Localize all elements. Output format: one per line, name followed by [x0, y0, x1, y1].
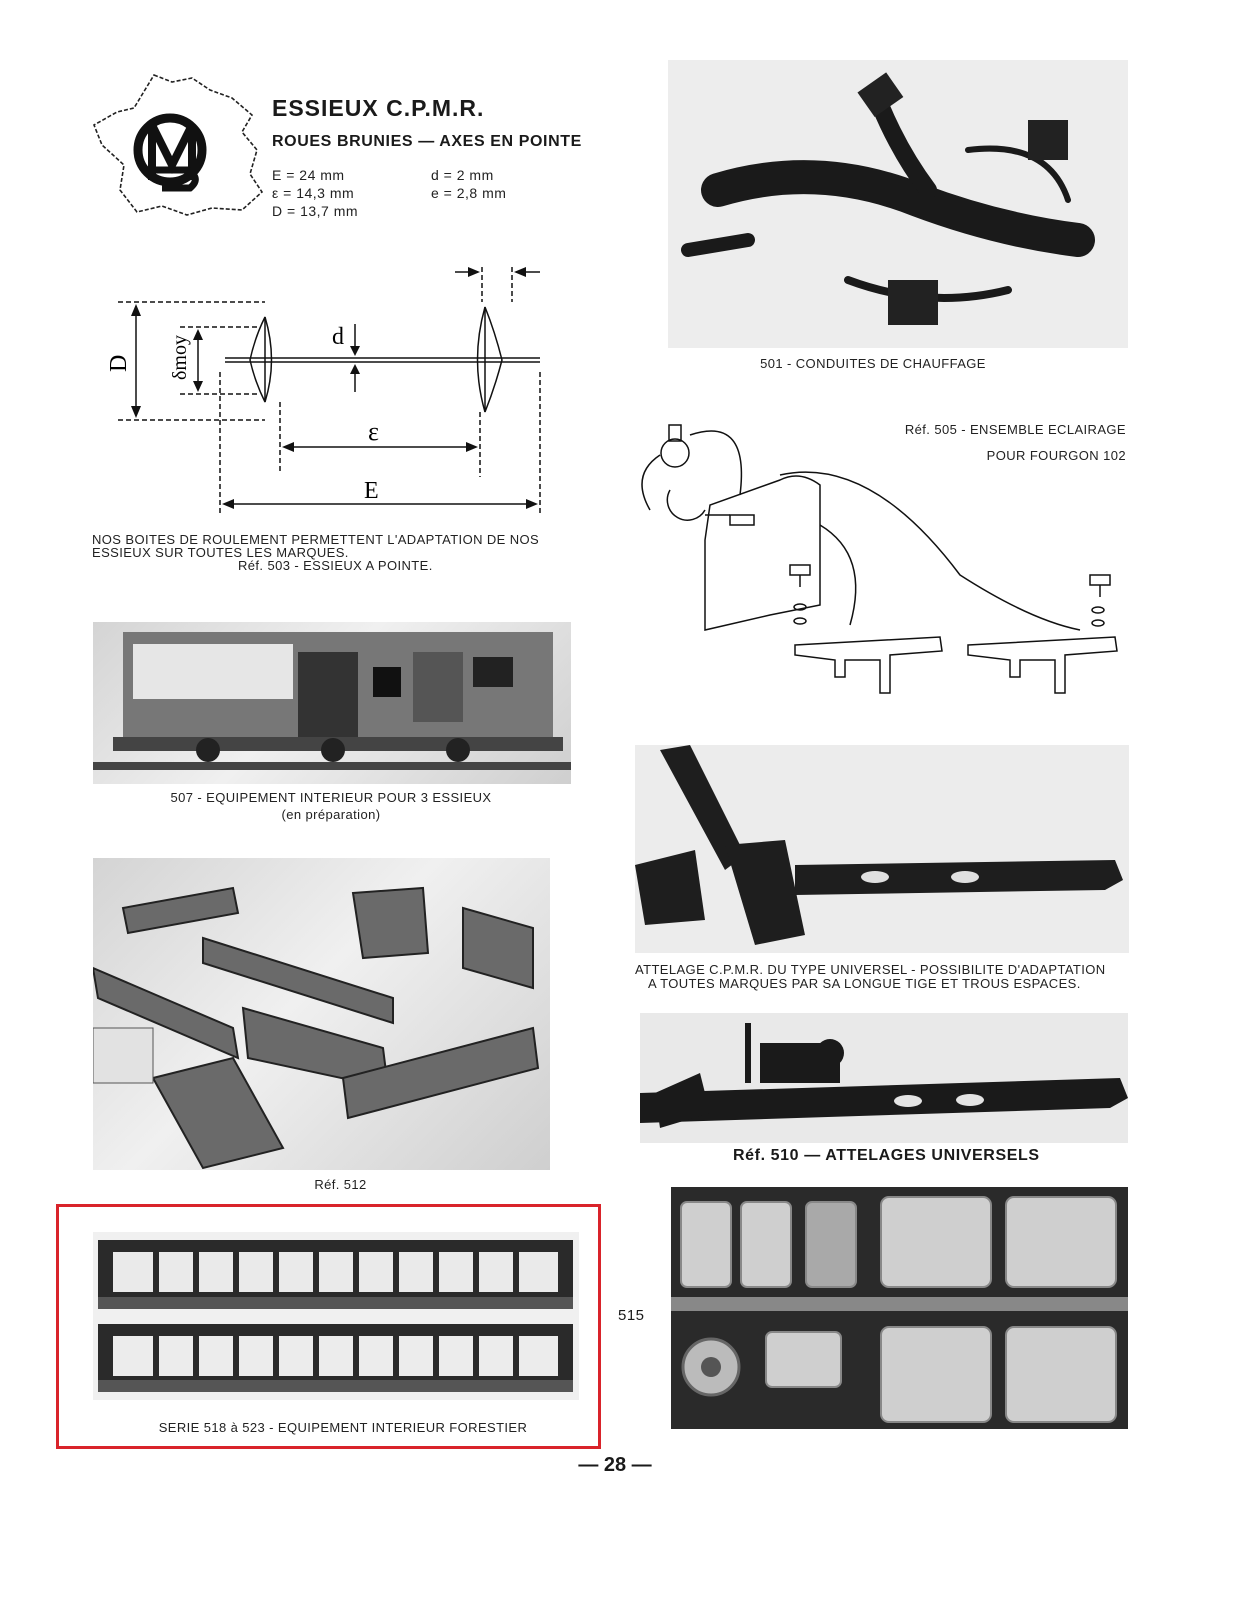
- photo-515-window-parts: [671, 1187, 1128, 1429]
- label-delta: δmoy: [169, 335, 191, 380]
- page-title: ESSIEUX C.P.M.R.: [272, 95, 485, 121]
- caption-505-line1: Réf. 505 - ENSEMBLE ECLAIRAGE: [904, 422, 1126, 437]
- photo-518-coach-interiors: [93, 1232, 579, 1400]
- caption-518: SERIE 518 à 523 - EQUIPEMENT INTERIEUR FORESTIER: [158, 1420, 528, 1435]
- lighting-set-diagram: [630, 415, 1130, 705]
- label-d: d: [332, 324, 344, 350]
- photo-507-coach-interior: [93, 622, 571, 784]
- caption-512: Réf. 512: [314, 1177, 367, 1192]
- caption-coupling-line2: A TOUTES MARQUES PAR SA LONGUE TIGE ET TROUS ESPACES.: [648, 976, 1081, 991]
- caption-501: 501 - CONDUITES DE CHAUFFAGE: [760, 356, 986, 371]
- label-D: D: [106, 354, 132, 372]
- page-subtitle: ROUES BRUNIES — AXES EN POINTE: [272, 133, 582, 150]
- cpmr-logo: [92, 70, 264, 218]
- spec-list-right: [431, 166, 506, 202]
- spec-D: D = 13,7 mm: [272, 203, 359, 219]
- caption-507-line1: 507 - EQUIPEMENT INTERIEUR POUR 3 ESSIEUX: [170, 790, 492, 805]
- label-515: 515: [618, 1307, 645, 1324]
- label-E: E: [364, 478, 379, 504]
- caption-507-line2: (en préparation): [281, 807, 381, 822]
- label-epsilon: ε: [368, 417, 379, 446]
- axle-caption-line1: NOS BOITES DE ROULEMENT PERMETTENT L'ADAPTATION DE NOS: [92, 532, 540, 547]
- photo-510-couplings: [640, 1013, 1128, 1143]
- caption-coupling-line1: ATTELAGE C.P.M.R. DU TYPE UNIVERSEL - POSSIBILITE D'ADAPTATION: [635, 962, 1106, 977]
- photo-501-heating-pipes: [668, 60, 1128, 348]
- spec-list-left: [272, 166, 358, 220]
- photo-512-parts: [93, 858, 550, 1170]
- spec-epsilon: ε = 14,3 mm: [272, 185, 355, 201]
- photo-universal-coupling: [635, 745, 1129, 953]
- axle-caption-line2: ESSIEUX SUR TOUTES LES MARQUES.: [92, 545, 349, 560]
- page-number: — 28 —: [578, 1454, 652, 1476]
- axle-ref: Réf. 503 - ESSIEUX A POINTE.: [238, 558, 433, 573]
- axle-diagram: [100, 262, 570, 522]
- caption-505-line2: POUR FOURGON 102: [986, 448, 1126, 463]
- france-map-icon: [92, 70, 264, 218]
- spec-E: E = 24 mm: [272, 167, 345, 183]
- spec-d: d = 2 mm: [431, 167, 494, 183]
- caption-510: Réf. 510 — ATTELAGES UNIVERSELS: [733, 1147, 1040, 1164]
- spec-e: e = 2,8 mm: [431, 185, 507, 201]
